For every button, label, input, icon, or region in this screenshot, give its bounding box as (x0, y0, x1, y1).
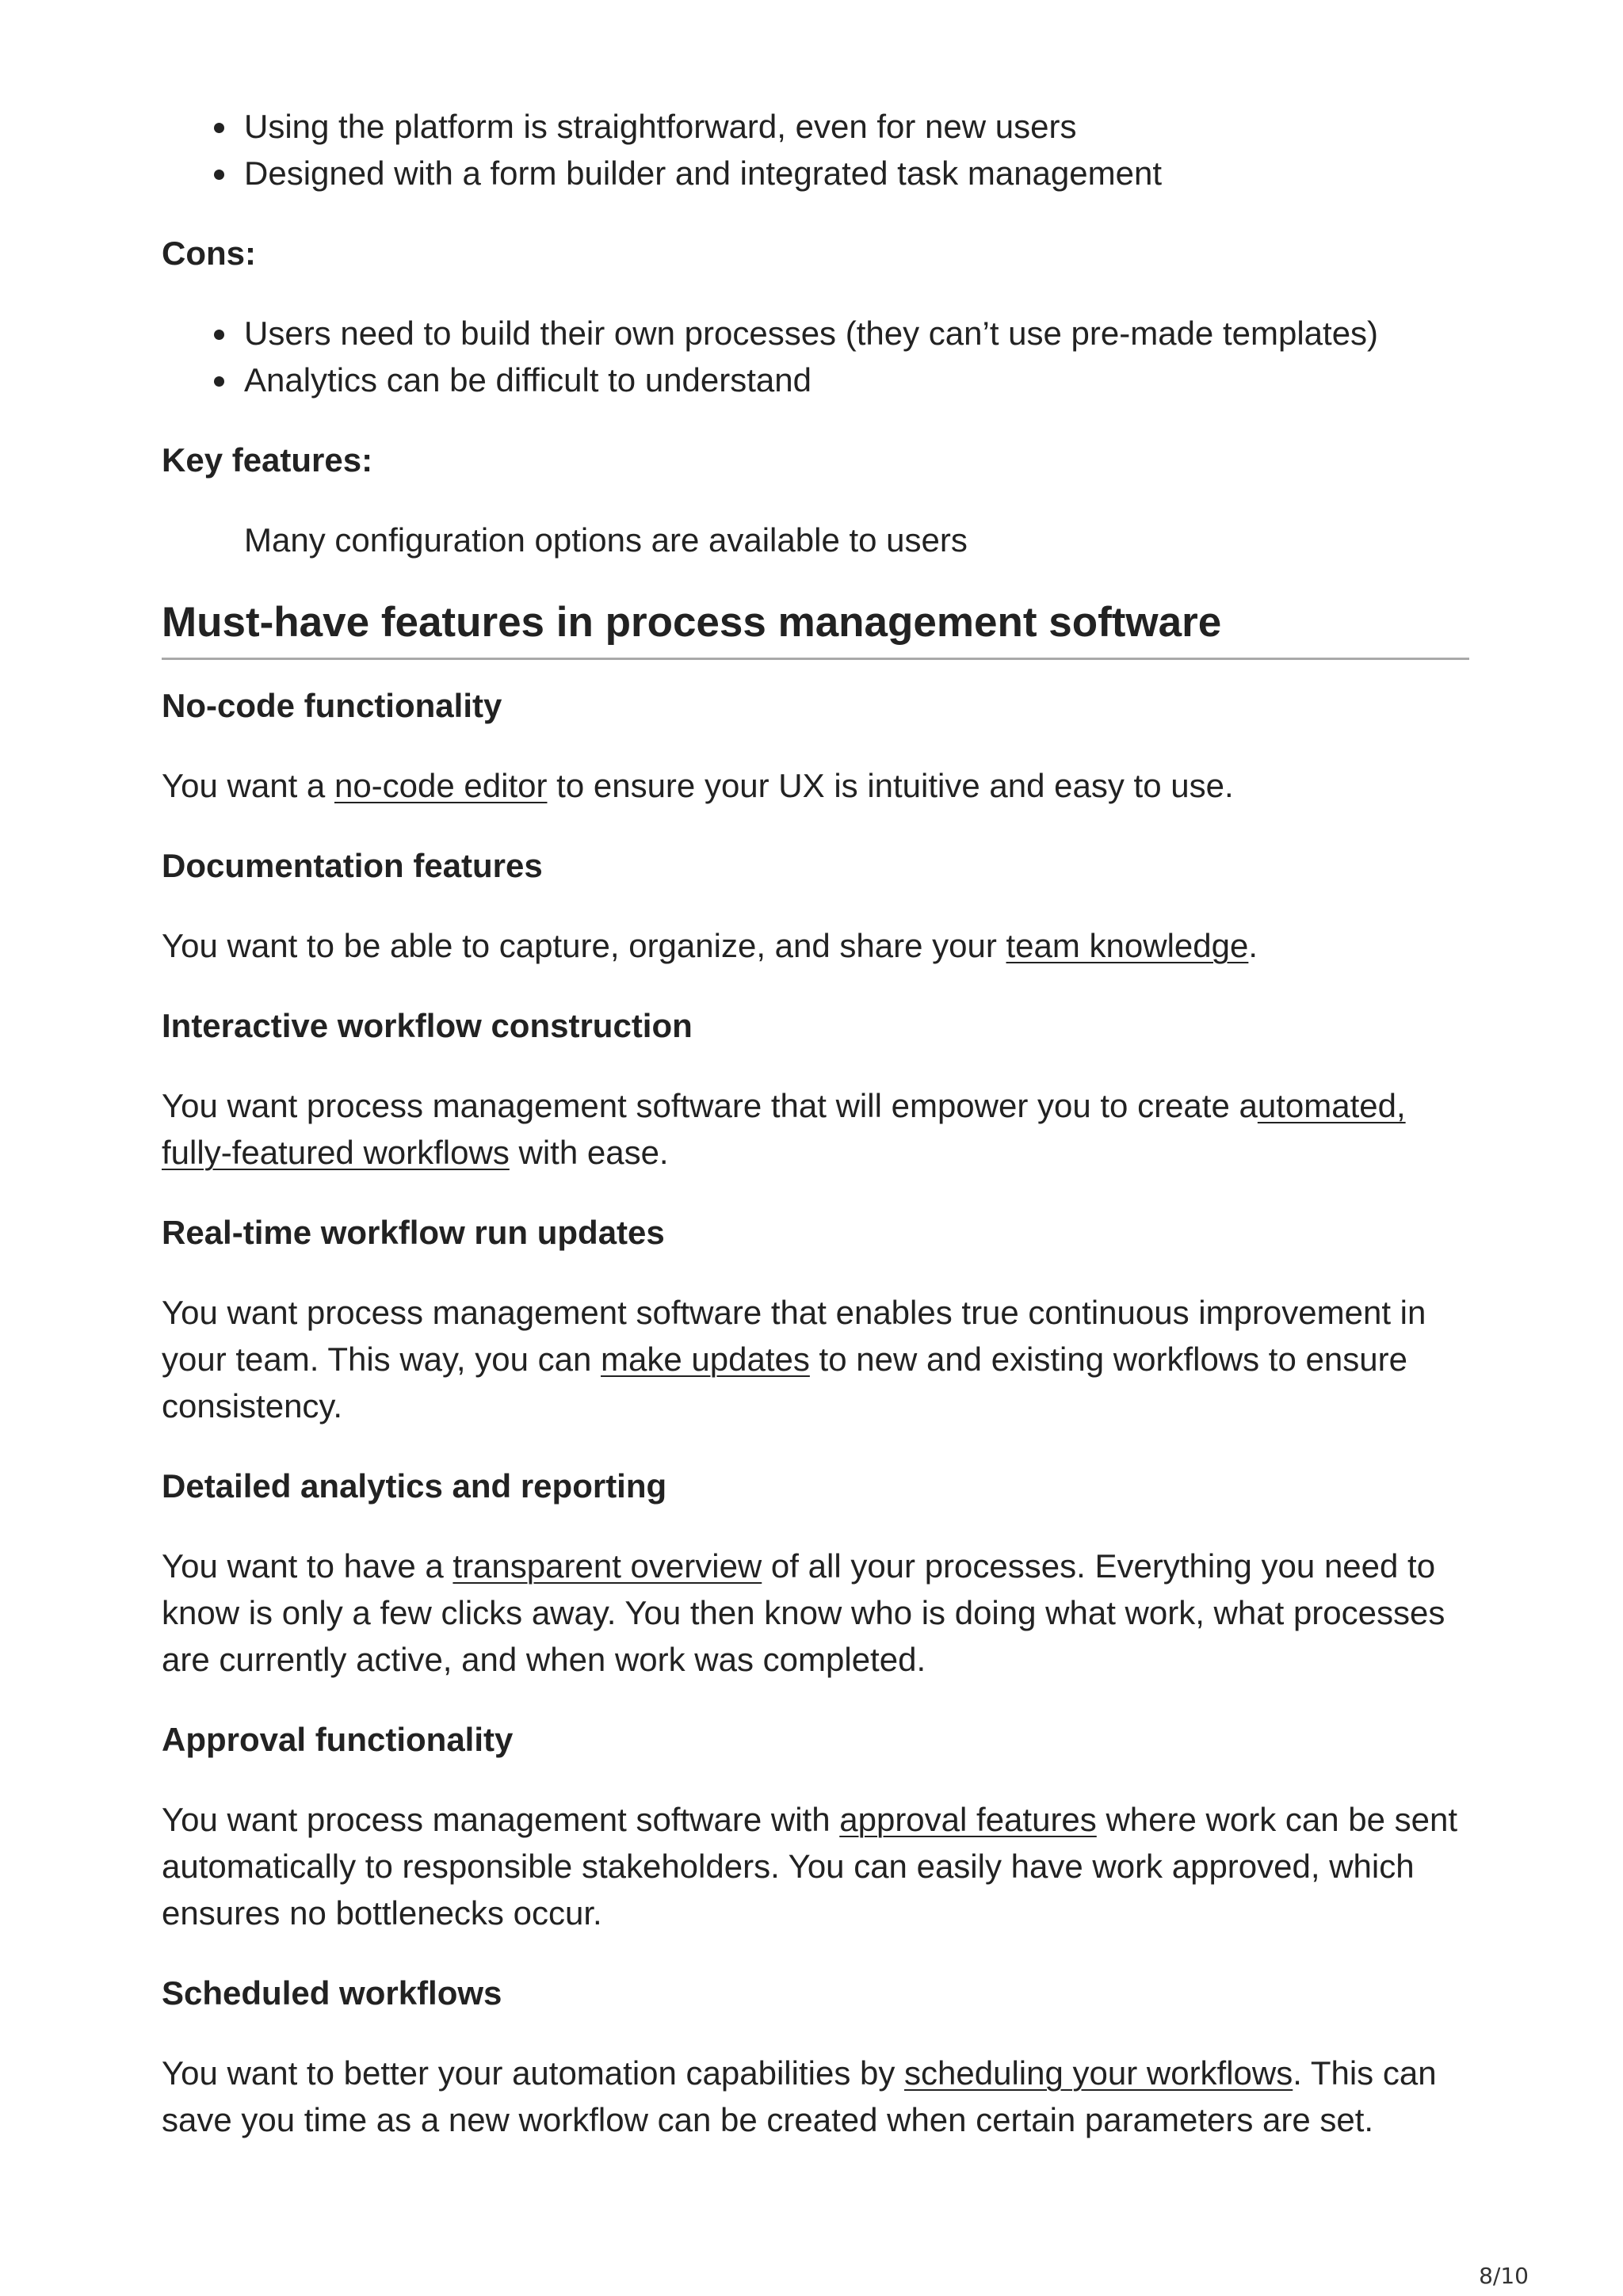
feature-title: Real-time workflow run updates (162, 1214, 665, 1251)
feature-text: of all your processes. Everything you need to know is only a few clicks away. You then know who is doing what work, what processes are currently active, and when work was completed. (162, 1547, 1445, 1678)
pros-list (162, 103, 1469, 196)
feature-text: You want a (162, 767, 334, 804)
make-updates-link[interactable]: make updates (601, 1341, 810, 1378)
cons-item: Analytics can be difficult to understand (244, 357, 1469, 403)
feature-section (162, 842, 1469, 969)
feature-description (162, 762, 1469, 809)
pros-item: Designed with a form builder and integrated task management (244, 150, 1469, 196)
team-knowledge-link[interactable]: team knowledge (1006, 927, 1249, 964)
feature-description (162, 2050, 1469, 2143)
feature-title: Documentation features (162, 847, 543, 884)
approval-features-link[interactable]: approval features (839, 1801, 1097, 1838)
feature-text: to ensure your UX is intuitive and easy to use. (547, 767, 1234, 804)
feature-description (162, 1289, 1469, 1429)
feature-text: . (1248, 927, 1258, 964)
feature-description (162, 1543, 1469, 1683)
no-code-editor-link[interactable]: no-code editor (334, 767, 548, 804)
feature-text: You want to be able to capture, organize, and share your (162, 927, 1006, 964)
feature-section (162, 1970, 1469, 2143)
cons-label: Cons: (162, 235, 256, 272)
feature-section (162, 1463, 1469, 1683)
feature-title: Interactive workflow construction (162, 1007, 693, 1044)
transparent-overview-link[interactable]: transparent overview (453, 1547, 762, 1585)
feature-title: Scheduled workflows (162, 1974, 502, 2012)
feature-title: Approval functionality (162, 1721, 514, 1758)
feature-section (162, 1209, 1469, 1429)
feature-text: You want process management software with (162, 1801, 840, 1838)
feature-description (162, 1082, 1469, 1176)
feature-description (162, 1796, 1469, 1936)
cons-list (162, 310, 1469, 403)
page-number: 8/10 (1479, 2263, 1529, 2289)
feature-text: You want process management software that will empower you to create a (162, 1087, 1258, 1124)
page-content (162, 103, 1469, 2143)
feature-section (162, 682, 1469, 809)
feature-text: with ease. (509, 1134, 669, 1171)
key-features-text: Many configuration options are available to users (244, 521, 968, 559)
feature-text: You want process management software that enables true continuous improvement in your team. This way, you can (162, 1294, 1426, 1378)
key-features-label: Key features: (162, 441, 373, 479)
feature-section (162, 1002, 1469, 1176)
feature-text: where work can be sent automatically to responsible stakeholders. You can easily have work approved, which ensures no bottlenecks occur. (162, 1801, 1458, 1932)
feature-title: No-code functionality (162, 687, 502, 724)
feature-description (162, 922, 1469, 969)
cons-item: Users need to build their own processes (they can’t use pre-made templates) (244, 310, 1469, 357)
section-heading: Must-have features in process management software (162, 595, 1469, 660)
feature-section (162, 1716, 1469, 1936)
feature-text: . This can save you time as a new workflow can be created when certain parameters are set. (162, 2054, 1437, 2138)
scheduling-workflows-link[interactable]: scheduling your workflows (904, 2054, 1293, 2092)
feature-text: to new and existing workflows to ensure consistency. (162, 1341, 1407, 1425)
automated-workflows-link[interactable]: utomated, fully-featured workflows (162, 1087, 1406, 1171)
feature-text: You want to better your automation capabilities by (162, 2054, 905, 2092)
feature-title: Detailed analytics and reporting (162, 1467, 667, 1505)
pros-item: Using the platform is straightforward, even for new users (244, 103, 1469, 150)
feature-text: You want to have a (162, 1547, 453, 1585)
